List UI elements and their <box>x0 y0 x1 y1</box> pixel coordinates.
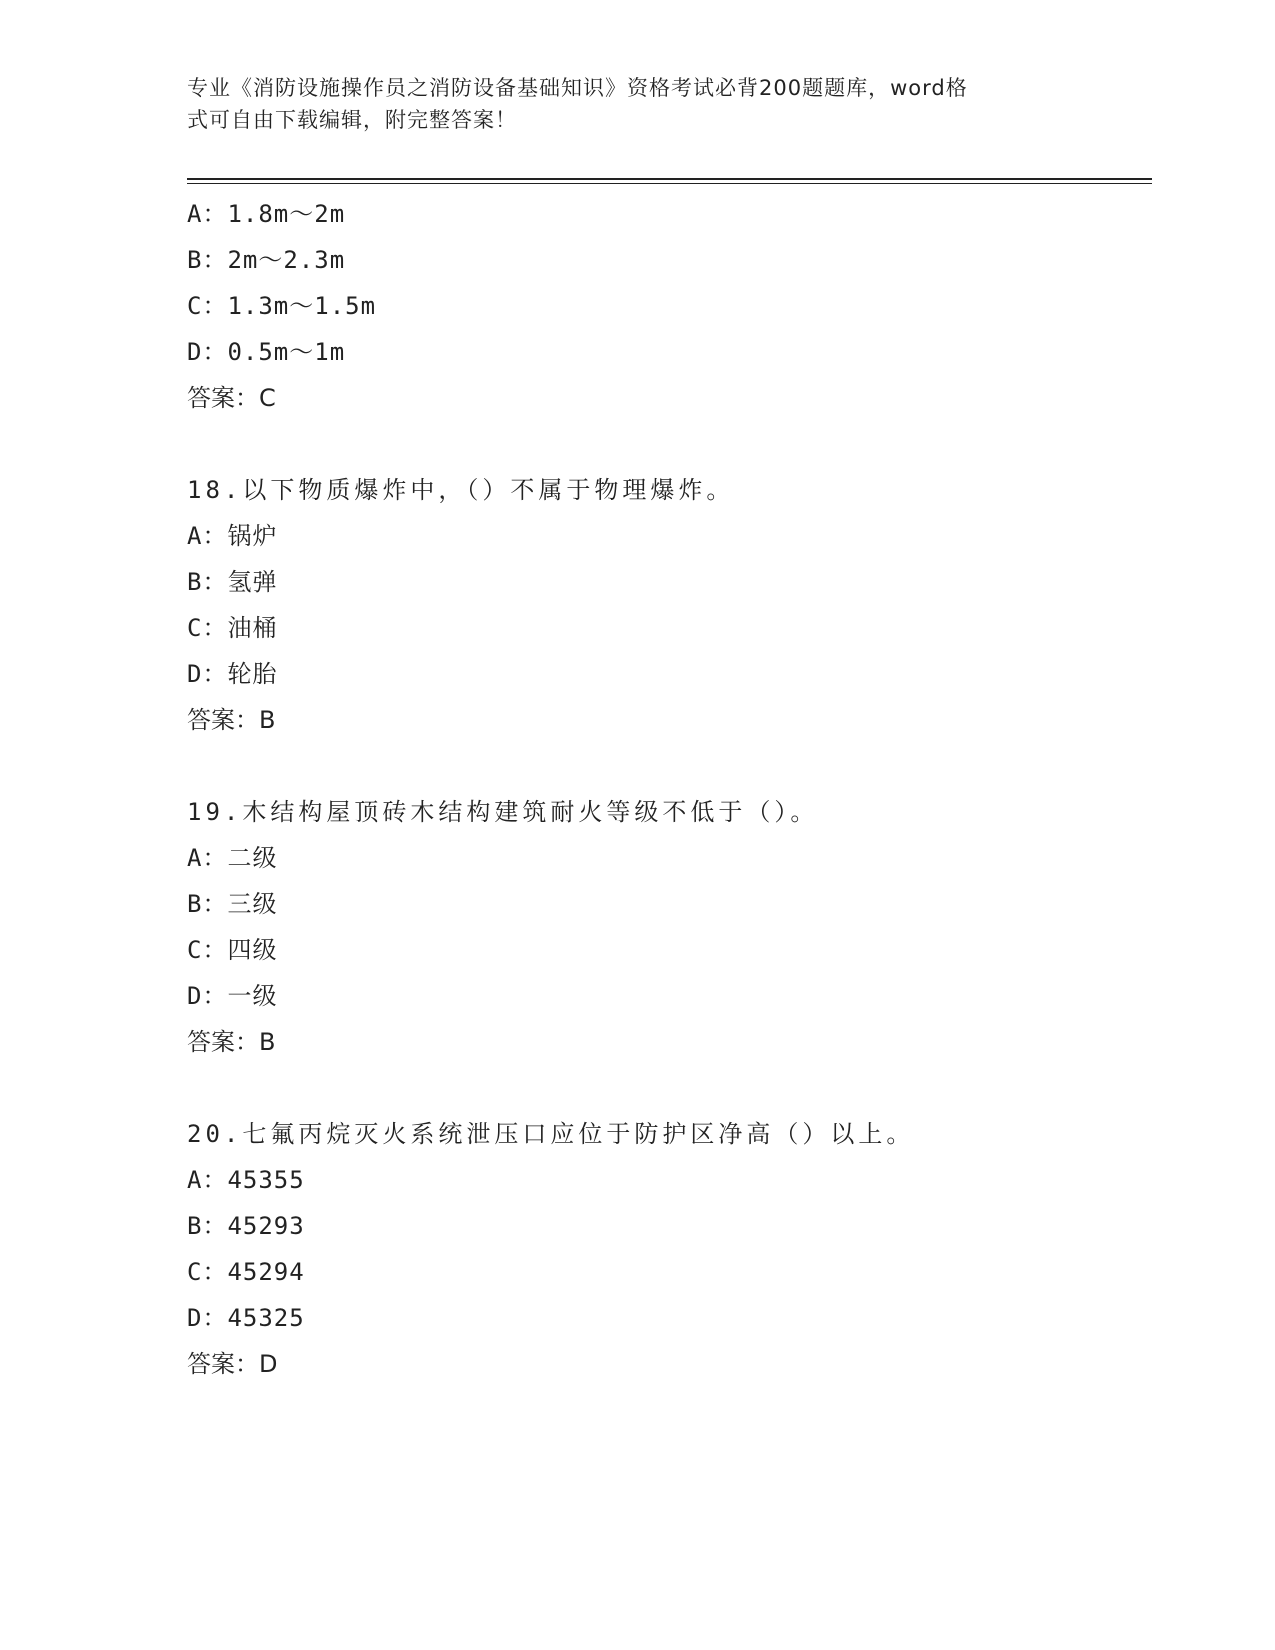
option-d: D：45325 <box>187 1304 305 1332</box>
option-c: C：四级 <box>187 936 278 964</box>
option-d: D：轮胎 <box>187 660 278 688</box>
option-a: A：45355 <box>187 1166 305 1194</box>
document-header <box>187 72 1067 136</box>
option-c: C：油桶 <box>187 614 278 642</box>
option-b: B：氢弹 <box>187 568 278 596</box>
spacer <box>187 743 1152 789</box>
question-title: 20.七氟丙烷灭火系统泄压口应位于防护区净高（）以上。 <box>187 1120 915 1148</box>
option-d: D：一级 <box>187 982 278 1010</box>
question-title: 18.以下物质爆炸中，（）不属于物理爆炸。 <box>187 476 735 504</box>
option-b: B：三级 <box>187 890 278 918</box>
option-c: C：1.3m～1.5m <box>187 292 377 320</box>
header-line-2: 式可自由下载编辑，附完整答案！ <box>187 108 517 132</box>
answer-line: 答案：C <box>187 384 276 412</box>
option-a: A：二级 <box>187 844 278 872</box>
answer-line: 答案：D <box>187 1350 278 1378</box>
option-c: C：45294 <box>187 1258 305 1286</box>
option-a: A：锅炉 <box>187 522 278 550</box>
option-b: B：45293 <box>187 1212 305 1240</box>
question-20-block <box>187 1111 1152 1387</box>
answer-line: 答案：B <box>187 1028 276 1056</box>
header-line-1: 专业《消防设施操作员之消防设备基础知识》资格考试必背200题题库，word格 <box>187 76 968 100</box>
header-divider-thick <box>187 178 1152 180</box>
answer-line: 答案：B <box>187 706 276 734</box>
question-content <box>187 191 1152 1387</box>
question-17-block <box>187 191 1152 421</box>
option-d: D：0.5m～1m <box>187 338 346 366</box>
question-18-block <box>187 467 1152 743</box>
option-a: A：1.8m～2m <box>187 200 346 228</box>
question-title: 19.木结构屋顶砖木结构建筑耐火等级不低于（）。 <box>187 798 819 826</box>
question-19-block <box>187 789 1152 1065</box>
spacer <box>187 421 1152 467</box>
option-b: B：2m～2.3m <box>187 246 346 274</box>
spacer <box>187 1065 1152 1111</box>
header-divider-thin <box>187 183 1152 184</box>
